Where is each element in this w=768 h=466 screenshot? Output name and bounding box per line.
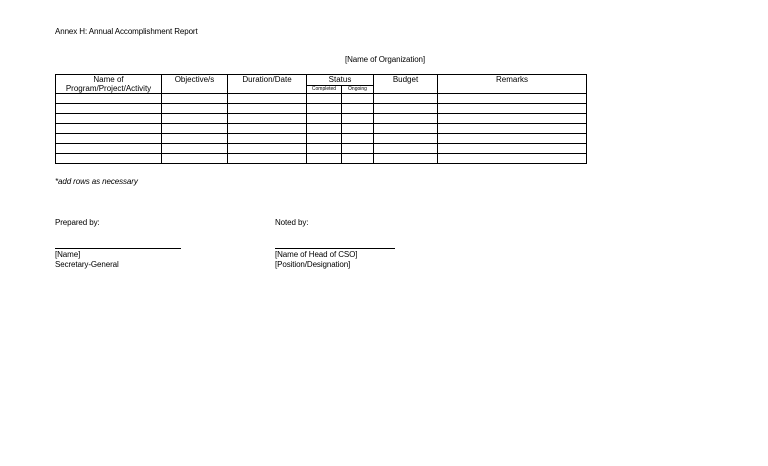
table-cell [307, 124, 342, 134]
table-cell [438, 134, 587, 144]
table-row [56, 154, 587, 164]
table-cell [374, 94, 438, 104]
table-cell [438, 94, 587, 104]
table-cell [56, 104, 162, 114]
table-cell [56, 154, 162, 164]
table-cell [342, 114, 374, 124]
table-cell [342, 144, 374, 154]
table-cell [307, 94, 342, 104]
table-cell [162, 154, 228, 164]
table-row [56, 124, 587, 134]
table-cell [342, 94, 374, 104]
table-cell [374, 104, 438, 114]
header-program: Name of Program/Project/Activity [56, 75, 162, 94]
table-cell [438, 144, 587, 154]
table-cell [56, 124, 162, 134]
prepared-by-label: Prepared by: [55, 218, 100, 227]
header-status-completed: Completed [307, 85, 342, 93]
table-cell [307, 154, 342, 164]
table-cell [228, 124, 307, 134]
table-cell [438, 124, 587, 134]
table-cell [307, 134, 342, 144]
table-row [56, 144, 587, 154]
table-cell [162, 114, 228, 124]
table-cell [374, 124, 438, 134]
accomplishment-table [55, 74, 587, 164]
table-cell [228, 104, 307, 114]
noted-by-label: Noted by: [275, 218, 309, 227]
header-budget: Budget [374, 75, 438, 94]
noted-signature-line [275, 248, 395, 249]
table-cell [162, 104, 228, 114]
table-cell [162, 94, 228, 104]
table-cell [228, 94, 307, 104]
table-row [56, 134, 587, 144]
table-cell [342, 124, 374, 134]
table-cell [374, 114, 438, 124]
prepared-name: [Name] [55, 250, 81, 259]
table-cell [342, 154, 374, 164]
table-cell [342, 104, 374, 114]
table-cell [438, 104, 587, 114]
prepared-position: Secretary-General [55, 260, 119, 269]
table-cell [374, 134, 438, 144]
header-status: Status [307, 75, 374, 86]
noted-position: [Position/Designation] [275, 260, 351, 269]
table-cell [56, 114, 162, 124]
table-cell [228, 134, 307, 144]
table-cell [228, 144, 307, 154]
table-cell [228, 154, 307, 164]
table-cell [162, 124, 228, 134]
table-cell [438, 154, 587, 164]
table-cell [56, 134, 162, 144]
table-cell [162, 134, 228, 144]
header-status-ongoing: Ongoing [342, 85, 374, 93]
header-objectives: Objective/s [162, 75, 228, 94]
header-duration: Duration/Date [228, 75, 307, 94]
header-remarks: Remarks [438, 75, 587, 94]
table-row [56, 94, 587, 104]
table-cell [56, 144, 162, 154]
table-cell [307, 104, 342, 114]
footnote: *add rows as necessary [55, 177, 138, 186]
table-cell [438, 114, 587, 124]
table-cell [307, 114, 342, 124]
table-cell [228, 114, 307, 124]
prepared-signature-line [55, 248, 181, 249]
table-cell [162, 144, 228, 154]
table-row [56, 114, 587, 124]
table-cell [56, 94, 162, 104]
noted-name: [Name of Head of CSO] [275, 250, 358, 259]
table-cell [374, 154, 438, 164]
annex-title: Annex H: Annual Accomplishment Report [55, 27, 198, 36]
table-cell [342, 134, 374, 144]
table-cell [374, 144, 438, 154]
organization-name: [Name of Organization] [344, 55, 426, 64]
table-row [56, 104, 587, 114]
table-cell [307, 144, 342, 154]
